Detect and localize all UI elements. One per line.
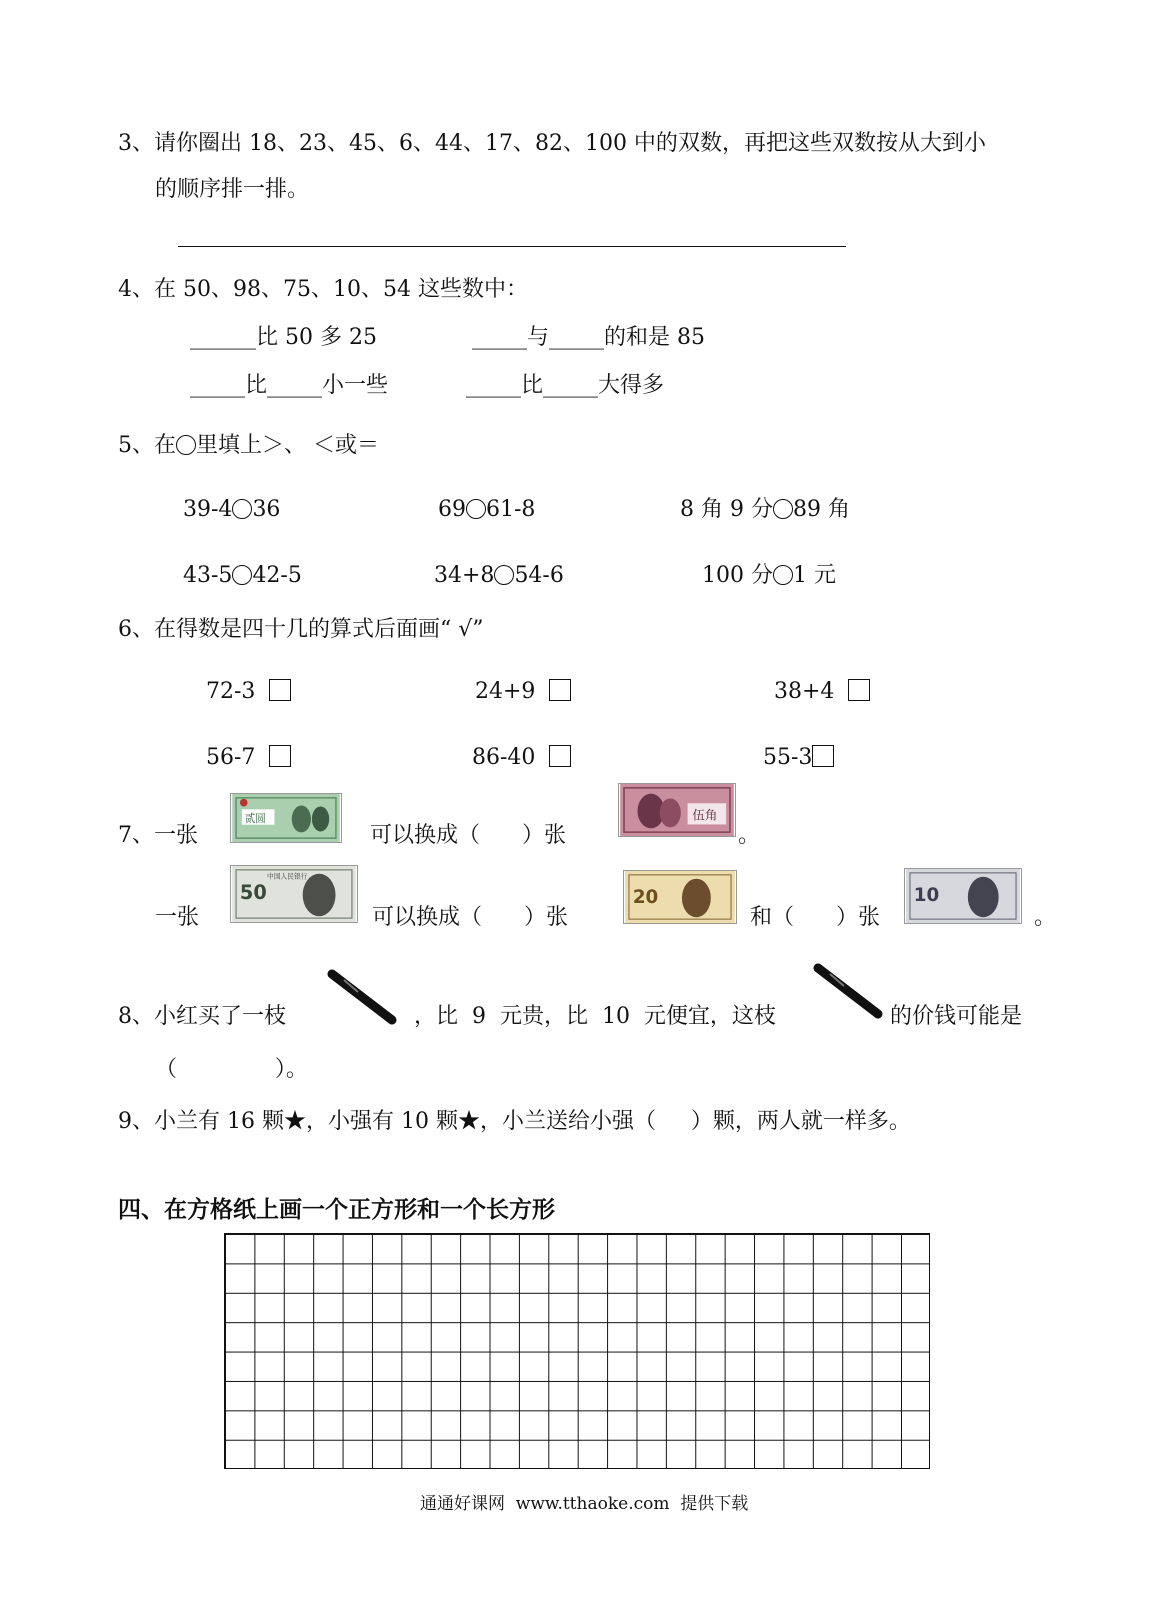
q7-line1-a: 7、一张 (118, 823, 198, 848)
q5-right: 54-6 (514, 563, 564, 588)
q7-line2-a: 一张 (155, 905, 200, 930)
q8-line1-c: 的价钱可能是 (890, 1004, 1023, 1029)
compare-circle[interactable] (494, 565, 514, 585)
twenty-yuan-note-image (623, 870, 737, 924)
q6-expr: 72-3 (206, 679, 256, 704)
q6-expr: 55-3 (763, 745, 813, 770)
five-jiao-label: 伍角 (692, 807, 718, 823)
q6-expr: 86-40 (472, 745, 536, 770)
q5-intro-b: 里填上＞、 ＜或＝ (196, 433, 379, 458)
q5-left: 69 (438, 497, 466, 522)
q5-item (438, 496, 535, 524)
q5-left: 43-5 (183, 563, 233, 588)
section4-heading: 四、在方格纸上画一个正方形和一个长方形 (118, 1197, 555, 1223)
q4-item-c: _____比_____小一些 (190, 373, 389, 398)
q5-item (183, 496, 280, 524)
q4-item-a: ______比 50 多 25 (190, 325, 377, 350)
q4-item-b: _____与_____的和是 85 (472, 325, 705, 350)
q3-line1: 3、请你圈出 18、23、45、6、44、17、82、100 中的双数，再把这些双数按从大到小 (118, 131, 986, 156)
q7-line2-end: 。 (1034, 905, 1057, 930)
fifty-yuan-note-image (230, 865, 358, 923)
ten-label: 10 (913, 884, 940, 906)
q5-right: 1 元 (793, 563, 836, 588)
q5-intro (118, 432, 379, 460)
check-box[interactable] (848, 679, 870, 701)
compare-circle[interactable] (232, 565, 252, 585)
pen-icon (326, 968, 398, 1026)
compare-circle[interactable] (232, 499, 252, 519)
q6-expr: 56-7 (206, 745, 256, 770)
q6-item (206, 744, 291, 772)
circle-icon (176, 435, 196, 455)
compare-circle[interactable] (773, 565, 793, 585)
q6-intro: 6、在得数是四十几的算式后面画“ √” (118, 617, 484, 642)
q3-answer-line[interactable] (178, 246, 846, 247)
five-jiao-note-image (618, 783, 736, 837)
q5-left: 8 角 9 分 (680, 497, 773, 522)
q8-line2: （ ）。 (155, 1057, 308, 1082)
q5-item (434, 562, 564, 590)
bank-label: 中国人民银行 (266, 872, 308, 881)
two-yuan-note-image (230, 793, 342, 843)
q7-line1-b: 可以换成（ ）张 (370, 823, 566, 848)
q5-left: 39-4 (183, 497, 233, 522)
q6-item (475, 678, 571, 706)
q7-line2-b: 可以换成（ ）张 (372, 905, 568, 930)
q5-left: 34+8 (434, 563, 495, 588)
check-box[interactable] (269, 679, 291, 701)
q8-line1-b: ，比 9 元贵，比 10 元便宜，这枝 (414, 1004, 776, 1029)
q5-left: 100 分 (702, 563, 773, 588)
check-box[interactable] (269, 745, 291, 767)
q5-right: 61-8 (486, 497, 536, 522)
q6-item (774, 678, 870, 706)
check-box[interactable] (549, 745, 571, 767)
ten-yuan-note-image (904, 868, 1022, 924)
q5-item (183, 562, 302, 590)
q5-right: 89 角 (792, 497, 850, 522)
q6-item (763, 744, 834, 772)
compare-circle[interactable] (466, 499, 486, 519)
twenty-label: 20 (632, 886, 659, 908)
q9-text: 9、小兰有 16 颗★，小强有 10 颗★，小兰送给小强（ ）颗，两人就一样多。 (118, 1109, 911, 1134)
q7-line2-c: 和（ ）张 (750, 905, 880, 930)
q5-item (680, 496, 850, 524)
drawing-grid[interactable] (224, 1233, 930, 1469)
check-box[interactable] (549, 679, 571, 701)
q4-item-d: _____比_____大得多 (466, 373, 665, 398)
q5-item (702, 562, 836, 590)
q5-intro-a: 5、在 (118, 433, 176, 458)
q6-item (472, 744, 571, 772)
q6-expr: 38+4 (774, 679, 835, 704)
q3-line2: 的顺序排一排。 (155, 177, 310, 202)
q7-line1-end: 。 (738, 823, 761, 848)
q5-right: 42-5 (252, 563, 302, 588)
check-box[interactable] (812, 745, 834, 767)
q5-right: 36 (252, 497, 281, 522)
q4-intro: 4、在 50、98、75、10、54 这些数中： (118, 277, 528, 302)
q6-expr: 24+9 (475, 679, 536, 704)
two-yuan-label: 贰圆 (244, 812, 266, 825)
q6-item (206, 678, 291, 706)
q8-line1-a: 8、小红买了一枝 (118, 1004, 286, 1029)
footer-text: 通通好课网 www.tthaoke.com 提供下载 (420, 1494, 749, 1514)
pen-icon (812, 962, 884, 1020)
fifty-label: 50 (239, 880, 267, 904)
compare-circle[interactable] (773, 499, 793, 519)
